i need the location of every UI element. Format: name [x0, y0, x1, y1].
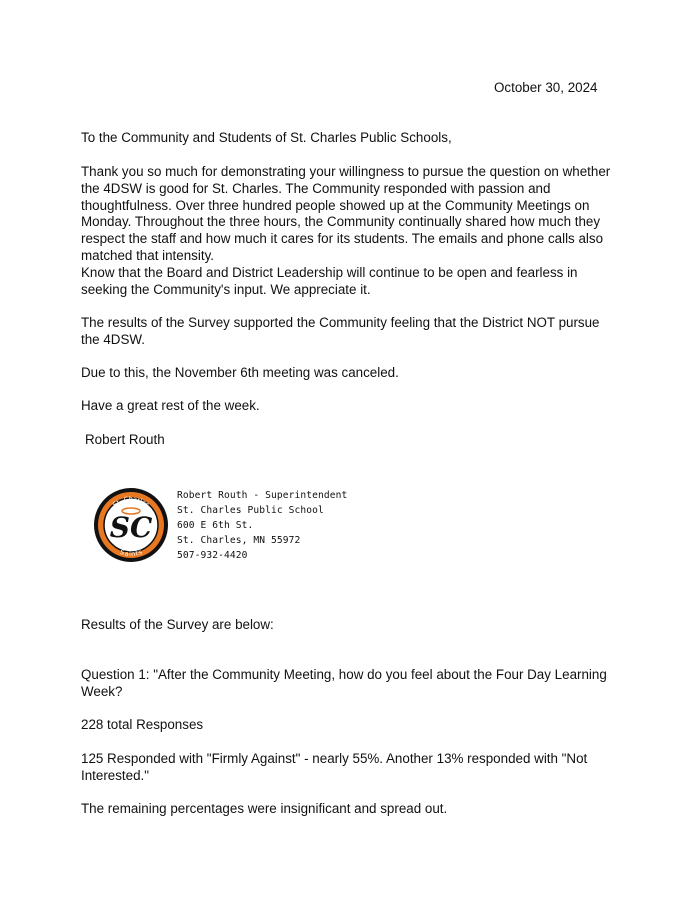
logo-letters: SC	[109, 511, 153, 544]
signature-school: St. Charles Public School	[177, 505, 324, 516]
paragraph-results: The results of the Survey supported the Community feeling that the District NOT pursue the 4DSW.	[81, 315, 600, 347]
paragraph-thanks: Thank you so much for demonstrating your willingness to pursue the question on whether the 4DSW is good for St. Charles. The Community responded with passion and thoughtfulness. Over three hundred people showed up at the Community Meetings on Monday. Throughout the three hours, the Community continually shared how much they respect the staff and how much it cares for its students. The emails and phone calls also matched that intensity.	[81, 164, 611, 263]
survey-remaining: The remaining percentages were insignificant and spread out.	[81, 801, 448, 816]
paragraph-closing: Have a great rest of the week.	[81, 398, 260, 413]
signature-title: Robert Routh - Superintendent	[177, 490, 348, 501]
survey-result: 125 Responded with "Firmly Against" - nearly 55%. Another 13% responded with "Not Interested."	[81, 751, 588, 783]
signature-city: St. Charles, MN 55972	[177, 535, 301, 546]
letter-date: October 30, 2024	[494, 80, 598, 95]
survey-intro: Results of the Survey are below:	[81, 617, 274, 632]
survey-total: 228 total Responses	[81, 717, 204, 732]
paragraph-leadership: Know that the Board and District Leadership will continue to be open and fearless in seeking the Community's input. We appreciate it.	[81, 265, 578, 297]
signature-block	[177, 488, 347, 563]
logo-top-text: St. Charles	[111, 494, 151, 509]
signature-phone: 507-932-4420	[177, 550, 248, 561]
school-logo-icon	[93, 487, 169, 563]
salutation: To the Community and Students of St. Charles Public Schools,	[81, 130, 452, 145]
survey-question: Question 1: "After the Community Meeting, how do you feel about the Four Day Learning Week?	[81, 667, 607, 699]
paragraph-canceled: Due to this, the November 6th meeting was canceled.	[81, 365, 399, 380]
signature-street: 600 E 6th St.	[177, 520, 254, 531]
logo-bottom-text: Saints	[118, 547, 144, 559]
signer-name: Robert Routh	[85, 432, 165, 447]
